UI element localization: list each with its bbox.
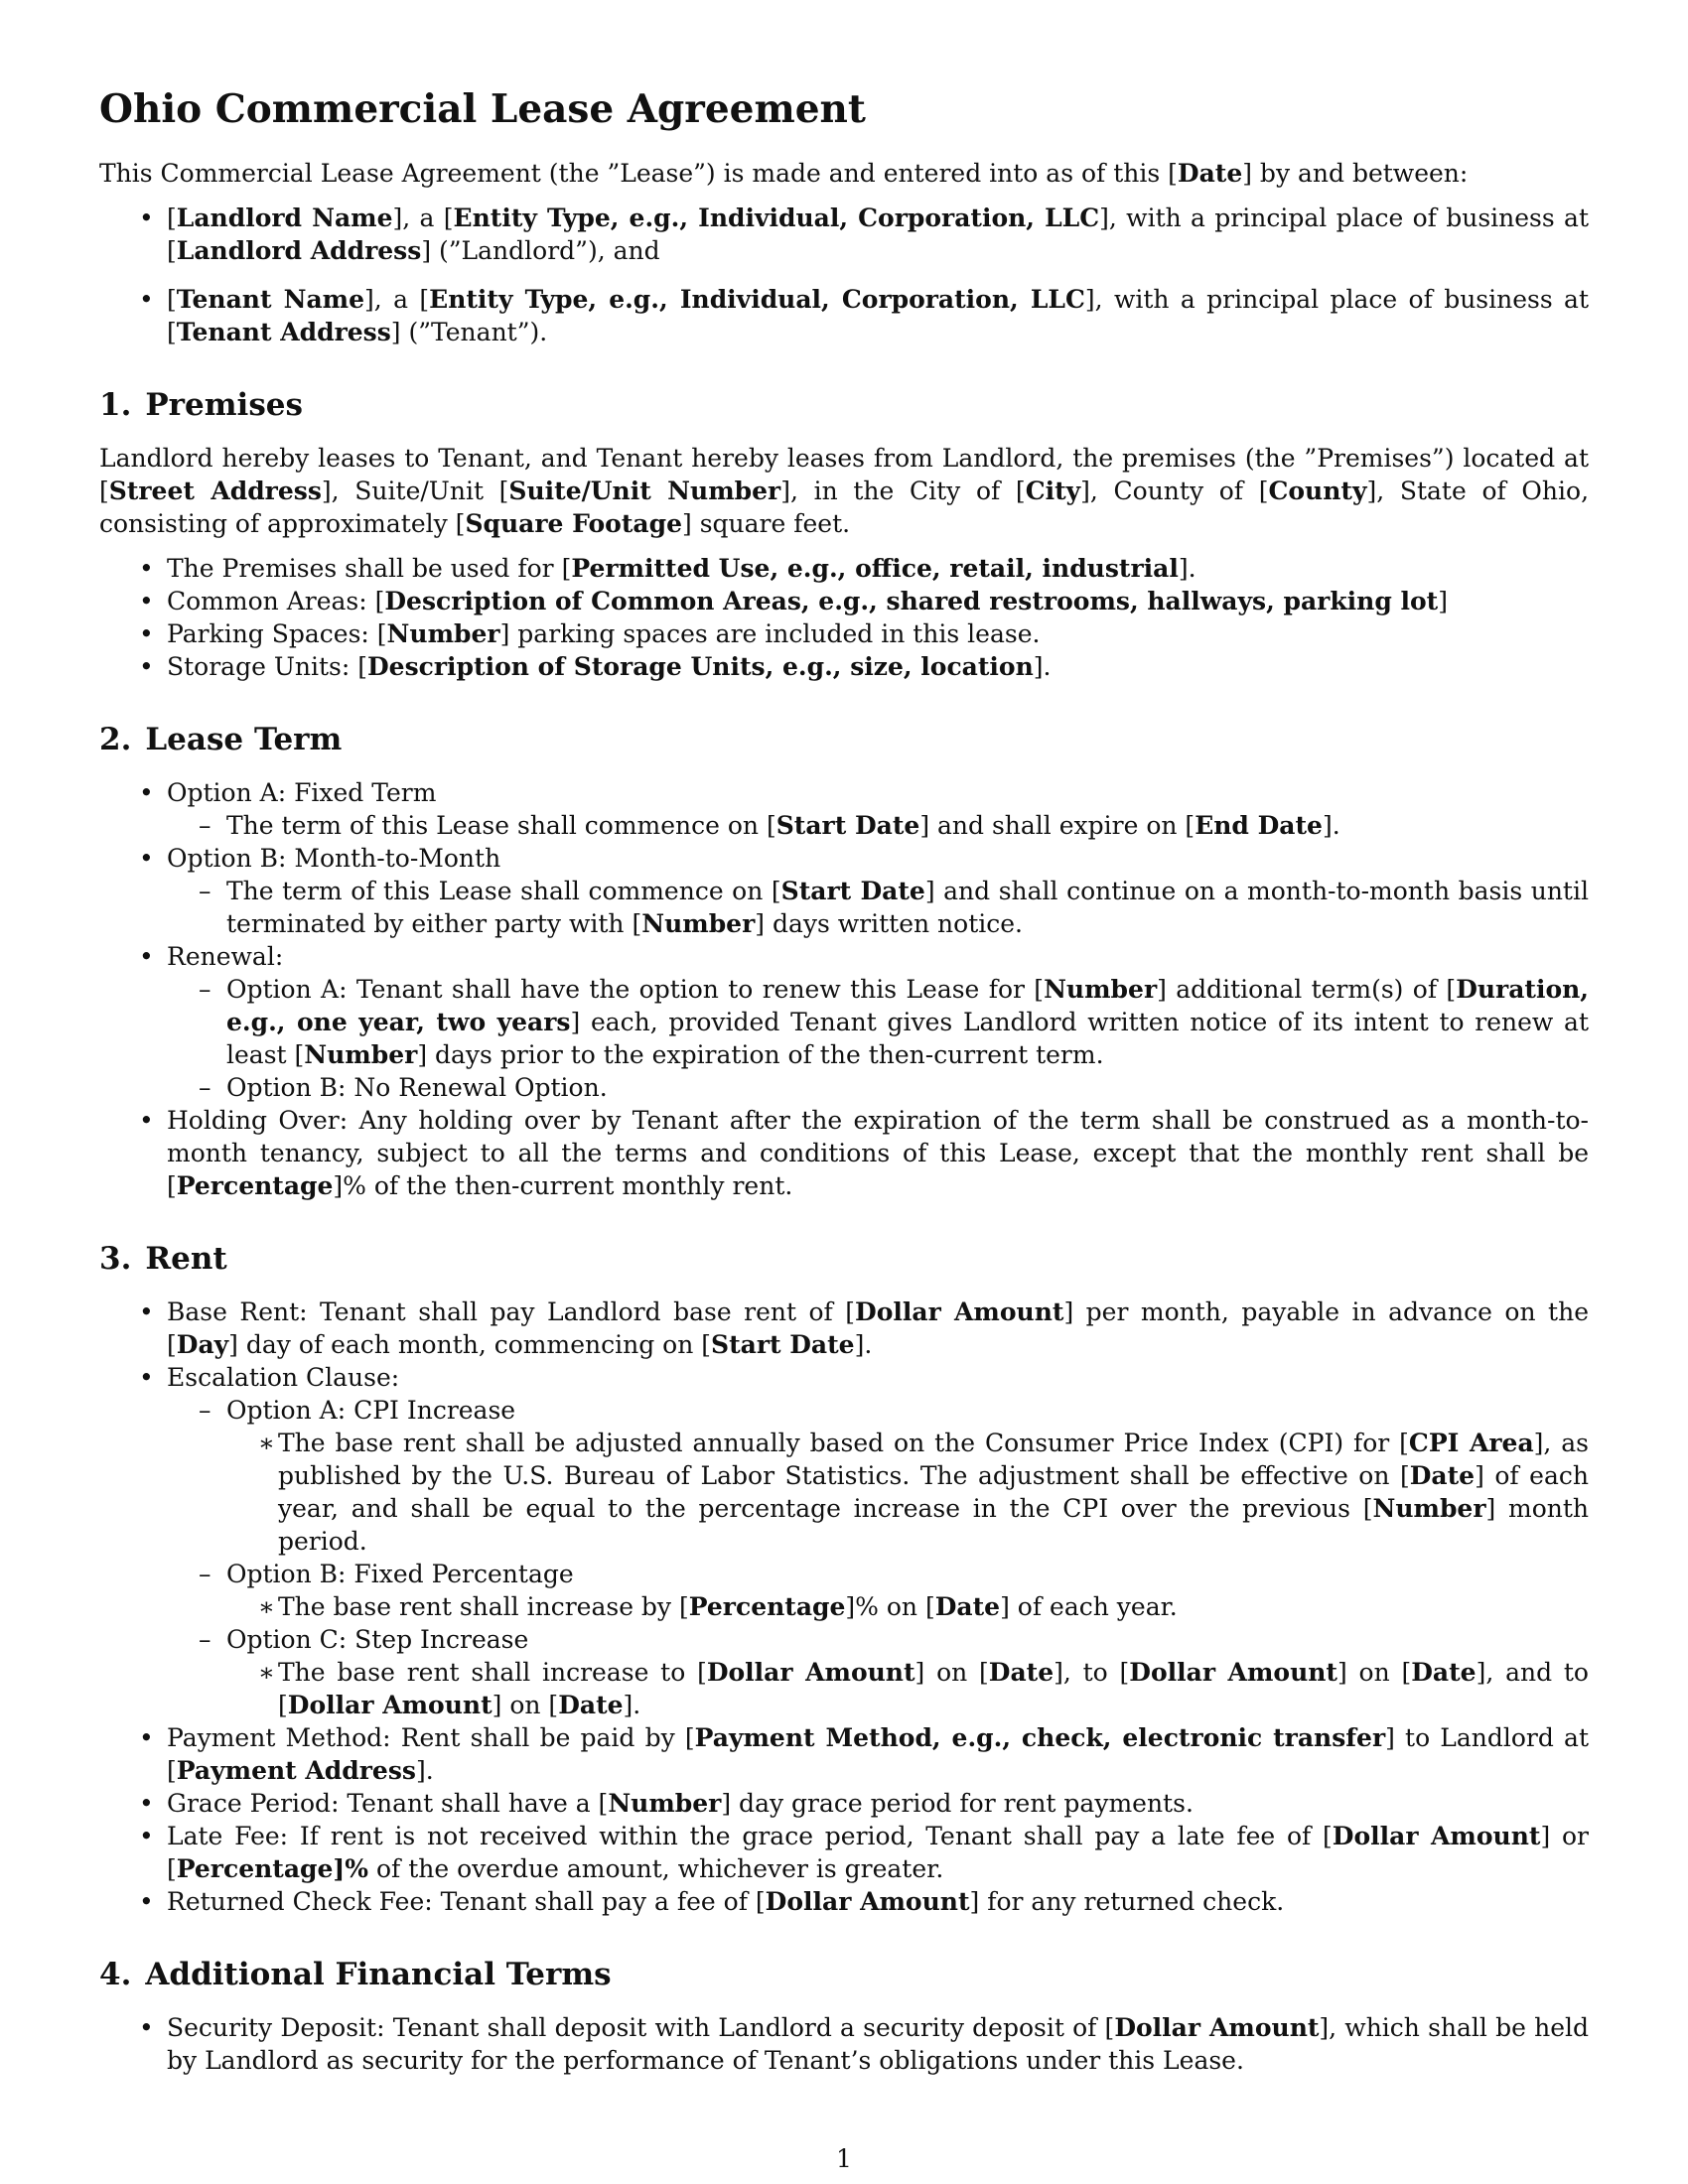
- page-number: 1: [836, 2144, 852, 2173]
- text: ] each, provided Tenant gives Landlord written notice of its intent to renew at least [: [226, 1008, 1589, 1069]
- option-label: Option A: Fixed Term: [167, 778, 437, 807]
- section-title: Lease Term: [145, 722, 343, 757]
- text: ] to Landlord at [: [167, 1723, 1589, 1785]
- text: ].: [1178, 554, 1196, 583]
- sub-item: – Option B: No Renewal Option.: [167, 1071, 1589, 1104]
- payment-address-placeholder: Payment Address: [176, 1756, 416, 1785]
- text: ] (”Landlord”), and: [421, 236, 660, 265]
- text: The term of this Lease shall commence on [: [226, 877, 781, 905]
- text: ] month period.: [278, 1494, 1590, 1556]
- sub-list: [167, 875, 1589, 940]
- sub-list: [167, 973, 1589, 1104]
- list-item: [99, 1721, 1589, 1787]
- text: ]: [1438, 587, 1448, 615]
- date-placeholder: Date: [1409, 1461, 1476, 1490]
- text: ], a [: [364, 285, 430, 314]
- text: ].: [416, 1756, 434, 1785]
- option-label: Option A: CPI Increase: [226, 1396, 516, 1425]
- date-placeholder: Date: [988, 1658, 1055, 1687]
- text: ], which shall be held by Landlord as security for the performance of Tenant’s obligations under this Lease.: [167, 2013, 1589, 2075]
- county-placeholder: County: [1268, 477, 1367, 505]
- number-placeholder: Number: [304, 1040, 418, 1069]
- lease-term-list: [99, 776, 1589, 1202]
- percentage-placeholder: Percentage: [688, 1592, 846, 1621]
- sub-sub-list: [226, 1427, 1589, 1558]
- sub-item: [167, 973, 1589, 1071]
- premises-list: [99, 552, 1589, 683]
- sub-sub-list: [226, 1590, 1589, 1623]
- text: Common Areas: [: [167, 587, 385, 615]
- text: Returned Check Fee: Tenant shall pay a fee of [: [167, 1887, 766, 1916]
- text: ] day grace period for rent payments.: [721, 1789, 1194, 1818]
- dollar-amount-placeholder: Dollar Amount: [765, 1887, 970, 1916]
- section-heading-financial: [99, 1956, 1589, 1993]
- text: The term of this Lease shall commence on [: [226, 811, 776, 840]
- text: ].: [854, 1330, 873, 1359]
- text: Storage Units: [: [167, 652, 367, 681]
- duration-placeholder: Duration, e.g., one year, two years: [226, 975, 1590, 1036]
- date-placeholder: Date: [1411, 1658, 1477, 1687]
- intro-paragraph: [99, 157, 1589, 190]
- text: The base rent shall increase to [: [278, 1658, 707, 1687]
- text: [: [167, 204, 177, 232]
- financial-list: [99, 2011, 1589, 2077]
- party-landlord: [99, 202, 1589, 267]
- permitted-use-placeholder: Permitted Use, e.g., office, retail, industrial: [571, 554, 1179, 583]
- dollar-amount-placeholder: Dollar Amount: [706, 1658, 915, 1687]
- sub-item: [167, 1623, 1589, 1721]
- day-placeholder: Day: [176, 1330, 229, 1359]
- sub-sub-list: [226, 1656, 1589, 1721]
- dollar-amount-placeholder: Dollar Amount: [1129, 1658, 1337, 1687]
- section-number: 3.: [99, 1241, 132, 1277]
- text: ] per month, payable in advance on the [: [167, 1297, 1590, 1359]
- list-item: [99, 842, 1589, 940]
- text: ] square feet.: [682, 509, 851, 538]
- dollar-amount-placeholder: Dollar Amount: [1332, 1822, 1541, 1850]
- section-heading-premises: [99, 386, 1589, 424]
- text: ].: [1033, 652, 1052, 681]
- sub-sub-item: [226, 1590, 1589, 1623]
- text: ], with a principal place of business at [: [167, 285, 1589, 346]
- text: The Premises shall be used for [: [167, 554, 572, 583]
- section-heading-rent: [99, 1240, 1589, 1278]
- text: ]% of the then-current monthly rent.: [333, 1171, 793, 1200]
- sub-item: [167, 1558, 1589, 1623]
- text: ] and shall expire on [: [919, 811, 1196, 840]
- text: ].: [623, 1691, 641, 1719]
- storage-placeholder: Description of Storage Units, e.g., size, location: [367, 652, 1034, 681]
- text: ] on [: [492, 1691, 559, 1719]
- landlord-address-placeholder: Landlord Address: [176, 236, 422, 265]
- text: Parking Spaces: [: [167, 619, 387, 648]
- text: ], County of [: [1080, 477, 1269, 505]
- intro-text: ] by and between:: [1242, 159, 1469, 188]
- date-placeholder: Date: [934, 1592, 1001, 1621]
- start-date-placeholder: Start Date: [780, 877, 925, 905]
- list-item: [99, 1361, 1589, 1721]
- date-placeholder: Date: [558, 1691, 624, 1719]
- option-label: Option C: Step Increase: [226, 1625, 529, 1654]
- number-placeholder: Number: [608, 1789, 722, 1818]
- landlord-name-placeholder: Landlord Name: [176, 204, 393, 232]
- text: ] additional term(s) of [: [1157, 975, 1457, 1004]
- text: ] (”Tenant”).: [390, 318, 548, 346]
- number-placeholder: Number: [1372, 1494, 1486, 1523]
- option-label: Option B: Month-to-Month: [167, 844, 501, 873]
- dollar-amount-placeholder: Dollar Amount: [855, 1297, 1064, 1326]
- list-item: [99, 1104, 1589, 1202]
- text: ] or [: [167, 1822, 1589, 1883]
- text: The base rent shall be adjusted annually based on the Consumer Price Index (CPI) for [: [278, 1429, 1409, 1457]
- street-placeholder: Street Address: [108, 477, 322, 505]
- list-item: [99, 650, 1589, 683]
- document-page: [99, 85, 1589, 2081]
- cpi-area-placeholder: CPI Area: [1408, 1429, 1534, 1457]
- list-item: [99, 1820, 1589, 1885]
- list-item: [99, 585, 1589, 617]
- text: ] day of each month, commencing on [: [228, 1330, 712, 1359]
- text: [: [167, 285, 177, 314]
- parking-number-placeholder: Number: [386, 619, 500, 648]
- tenant-address-placeholder: Tenant Address: [176, 318, 391, 346]
- text: Landlord hereby leases to Tenant, and Tenant hereby leases from Landlord, the premises (the ”Premises”) located at [: [99, 444, 1589, 505]
- sqft-placeholder: Square Footage: [465, 509, 682, 538]
- number-placeholder: Number: [1044, 975, 1158, 1004]
- text: ], to [: [1054, 1658, 1130, 1687]
- text: ] parking spaces are included in this lease.: [499, 619, 1041, 648]
- text: Holding Over: Any holding over by Tenant after the expiration of the term shall be construed as a month-to-month tenancy, subject to all the terms and conditions of this Lease, except that the monthly rent shall be [: [167, 1106, 1589, 1200]
- list-item: [99, 552, 1589, 585]
- text: The base rent shall increase by [: [278, 1592, 689, 1621]
- section-number: 2.: [99, 722, 132, 757]
- text: of the overdue amount, whichever is greater.: [368, 1854, 944, 1883]
- percentage-placeholder: Percentage: [176, 1171, 334, 1200]
- text: ], a [: [392, 204, 454, 232]
- text: ] of each year.: [1000, 1592, 1178, 1621]
- landlord-entity-placeholder: Entity Type, e.g., Individual, Corporation, LLC: [453, 204, 1100, 232]
- list-item: [99, 1885, 1589, 1918]
- section-title: Rent: [145, 1241, 227, 1277]
- tenant-name-placeholder: Tenant Name: [176, 285, 365, 314]
- sub-list: [167, 1394, 1589, 1721]
- text: ] on [: [1336, 1658, 1412, 1687]
- section-title: Premises: [145, 387, 303, 423]
- section-heading-lease-term: [99, 721, 1589, 758]
- start-date-placeholder: Start Date: [711, 1330, 855, 1359]
- text: ], State of Ohio, consisting of approximately [: [99, 477, 1590, 538]
- list-item: [99, 1787, 1589, 1820]
- party-tenant: [99, 283, 1589, 348]
- sub-item: [167, 1394, 1589, 1558]
- rent-list: [99, 1296, 1589, 1918]
- city-placeholder: City: [1025, 477, 1081, 505]
- section-number: 1.: [99, 387, 132, 423]
- text: ]% on [: [845, 1592, 935, 1621]
- document-title: Ohio Commercial Lease Agreement: [99, 86, 866, 132]
- sub-item: [167, 875, 1589, 940]
- text: Late Fee: If rent is not received within the grace period, Tenant shall pay a late fee of [: [167, 1822, 1333, 1850]
- parties-list: [99, 202, 1589, 348]
- list-item: [99, 617, 1589, 650]
- text: Grace Period: Tenant shall have a [: [167, 1789, 609, 1818]
- section-number: 4.: [99, 1957, 132, 1992]
- text: ] and shall continue on a month-to-month basis until terminated by either party with [: [226, 877, 1589, 938]
- premises-paragraph: [99, 442, 1589, 540]
- sub-item: [167, 809, 1589, 842]
- text: ], with a principal place of business at [: [167, 204, 1589, 265]
- number-placeholder: Number: [641, 909, 756, 938]
- text: Option A: Tenant shall have the option to renew this Lease for [: [226, 975, 1045, 1004]
- intro-date-placeholder: Date: [1177, 159, 1243, 188]
- text: ].: [1322, 811, 1340, 840]
- text: ] days prior to the expiration of the then-current term.: [417, 1040, 1104, 1069]
- text: ] on [: [914, 1658, 989, 1687]
- dollar-amount-placeholder: Dollar Amount: [1114, 2013, 1320, 2042]
- text: ] of each year, and shall be equal to the percentage increase in the CPI over the previous [: [278, 1461, 1589, 1523]
- text: Payment Method: Rent shall be paid by [: [167, 1723, 695, 1752]
- text: ], as published by the U.S. Bureau of Labor Statistics. The adjustment shall be effective on [: [278, 1429, 1589, 1490]
- suite-placeholder: Suite/Unit Number: [508, 477, 781, 505]
- option-label: Escalation Clause:: [167, 1363, 400, 1392]
- text: ] days written notice.: [755, 909, 1023, 938]
- sub-sub-item: [226, 1656, 1589, 1721]
- list-item: [99, 2011, 1589, 2077]
- payment-method-placeholder: Payment Method, e.g., check, electronic transfer: [694, 1723, 1386, 1752]
- text: Security Deposit: Tenant shall deposit with Landlord a security deposit of [: [167, 2013, 1115, 2042]
- tenant-entity-placeholder: Entity Type, e.g., Individual, Corporation, LLC: [429, 285, 1085, 314]
- percentage-placeholder: Percentage]%: [176, 1854, 368, 1883]
- text: ], in the City of [: [780, 477, 1026, 505]
- text: ], Suite/Unit [: [321, 477, 509, 505]
- option-label: Renewal:: [167, 942, 284, 971]
- text: Base Rent: Tenant shall pay Landlord base rent of [: [167, 1297, 856, 1326]
- start-date-placeholder: Start Date: [775, 811, 920, 840]
- list-item: [99, 940, 1589, 1104]
- text: ] for any returned check.: [969, 1887, 1285, 1916]
- common-areas-placeholder: Description of Common Areas, e.g., shared restrooms, hallways, parking lot: [384, 587, 1439, 615]
- option-label: Option B: Fixed Percentage: [226, 1560, 574, 1588]
- sub-list: [167, 809, 1589, 842]
- intro-text: This Commercial Lease Agreement (the ”Lease”) is made and entered into as of this [: [99, 159, 1178, 188]
- section-title: Additional Financial Terms: [145, 1957, 612, 1992]
- list-item: [99, 1296, 1589, 1361]
- dollar-amount-placeholder: Dollar Amount: [287, 1691, 492, 1719]
- list-item: [99, 776, 1589, 842]
- text: ], and to [: [278, 1658, 1589, 1719]
- end-date-placeholder: End Date: [1195, 811, 1323, 840]
- sub-sub-item: [226, 1427, 1589, 1558]
